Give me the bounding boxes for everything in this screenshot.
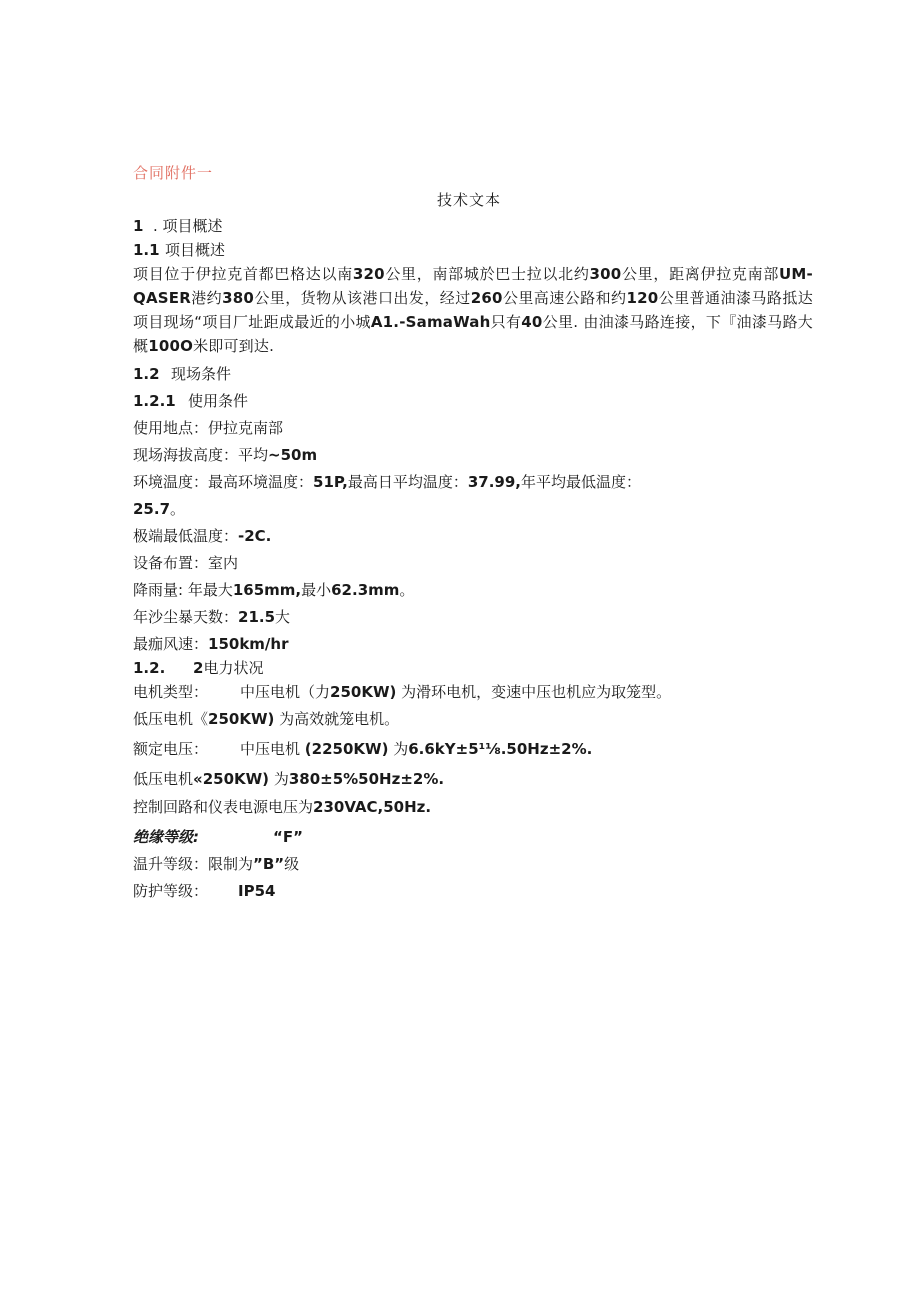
wind-speed-line: 最痂风速：150km/hr	[133, 635, 289, 653]
section-title: 使用条件	[188, 392, 249, 410]
equipment-layout-line: 设备布置：室内	[133, 554, 239, 572]
temperature-line: 环境温度：最高环境温度：51P,最高日平均温度：37.99,年平均最低温度：	[133, 473, 642, 491]
sandstorm-line: 年沙尘暴天数：21.5大	[133, 608, 291, 626]
section-1-1-heading	[133, 238, 813, 262]
section-number: 1.2.	[133, 659, 166, 677]
document-body	[133, 214, 813, 903]
section-title: 项目概述	[165, 241, 226, 259]
section-number: 1.2	[133, 365, 160, 383]
temperature-line-cont: 25.7。	[133, 500, 186, 518]
location-line: 使用地点：伊拉克南部	[133, 419, 284, 437]
section-1-2-2-heading: 1.2. 2电力状况	[133, 656, 813, 680]
protection-line: 防护等级： IP54	[133, 882, 276, 900]
section-number: 1	[133, 217, 144, 235]
control-voltage-line: 控制回路和仪表电源电压为230VAC,50Hz.	[133, 798, 432, 816]
extreme-temp-line: 极端最低温度：-2C.	[133, 527, 272, 545]
insulation-line: 绝缘等级: “F”	[133, 828, 303, 846]
section-title: 现场条件	[171, 365, 232, 383]
rainfall-line: 降雨量: 年最大165mm,最小62.3mm。	[133, 581, 415, 599]
document-title: 技术文本	[436, 191, 501, 209]
lv-voltage-line: 低压电机«250KW) 为380±5%50Hz±2%.	[133, 770, 445, 788]
lv-motor-line: 低压电机《250KW) 为高效就笼电机。	[133, 710, 400, 728]
section-number: 1.2.1	[133, 392, 176, 410]
project-overview-paragraph: 项目位于伊拉克首都巴格达以南320公里，南部城於巴士拉以北约300公里，距离伊拉克南部UM-QASER港约380公里，货物从该港口出发，经过260公里高速公路和约120公里普通油漆马路抵达项目现场“项目厂址距成最近的小城A1.-SamaWah只有40公里. 由油漆马路连接，下『油漆马路大概100O米即可到达.	[133, 265, 813, 355]
section-number: 1.1	[133, 241, 160, 259]
section-title: 电力状况	[203, 659, 264, 677]
section-1-2-heading	[133, 362, 813, 386]
section-1-heading	[133, 214, 813, 238]
temp-rise-line: 温升等级：限制为”B”级	[133, 855, 300, 873]
section-1-2-1-heading	[133, 389, 813, 413]
rated-voltage-line: 额定电压： 中压电机 (2250KW) 为6.6kY±5¹⅛.50Hz±2%.	[133, 740, 593, 758]
annex-label: 合同附件一	[133, 164, 214, 182]
section-title: . 项目概述	[153, 217, 223, 235]
motor-type-line: 电机类型： 中压电机（力250KW) 为滑环电机，变速中压也机应为取笼型。	[133, 683, 672, 701]
altitude-line: 现场海拔高度：平均~50m	[133, 446, 318, 464]
